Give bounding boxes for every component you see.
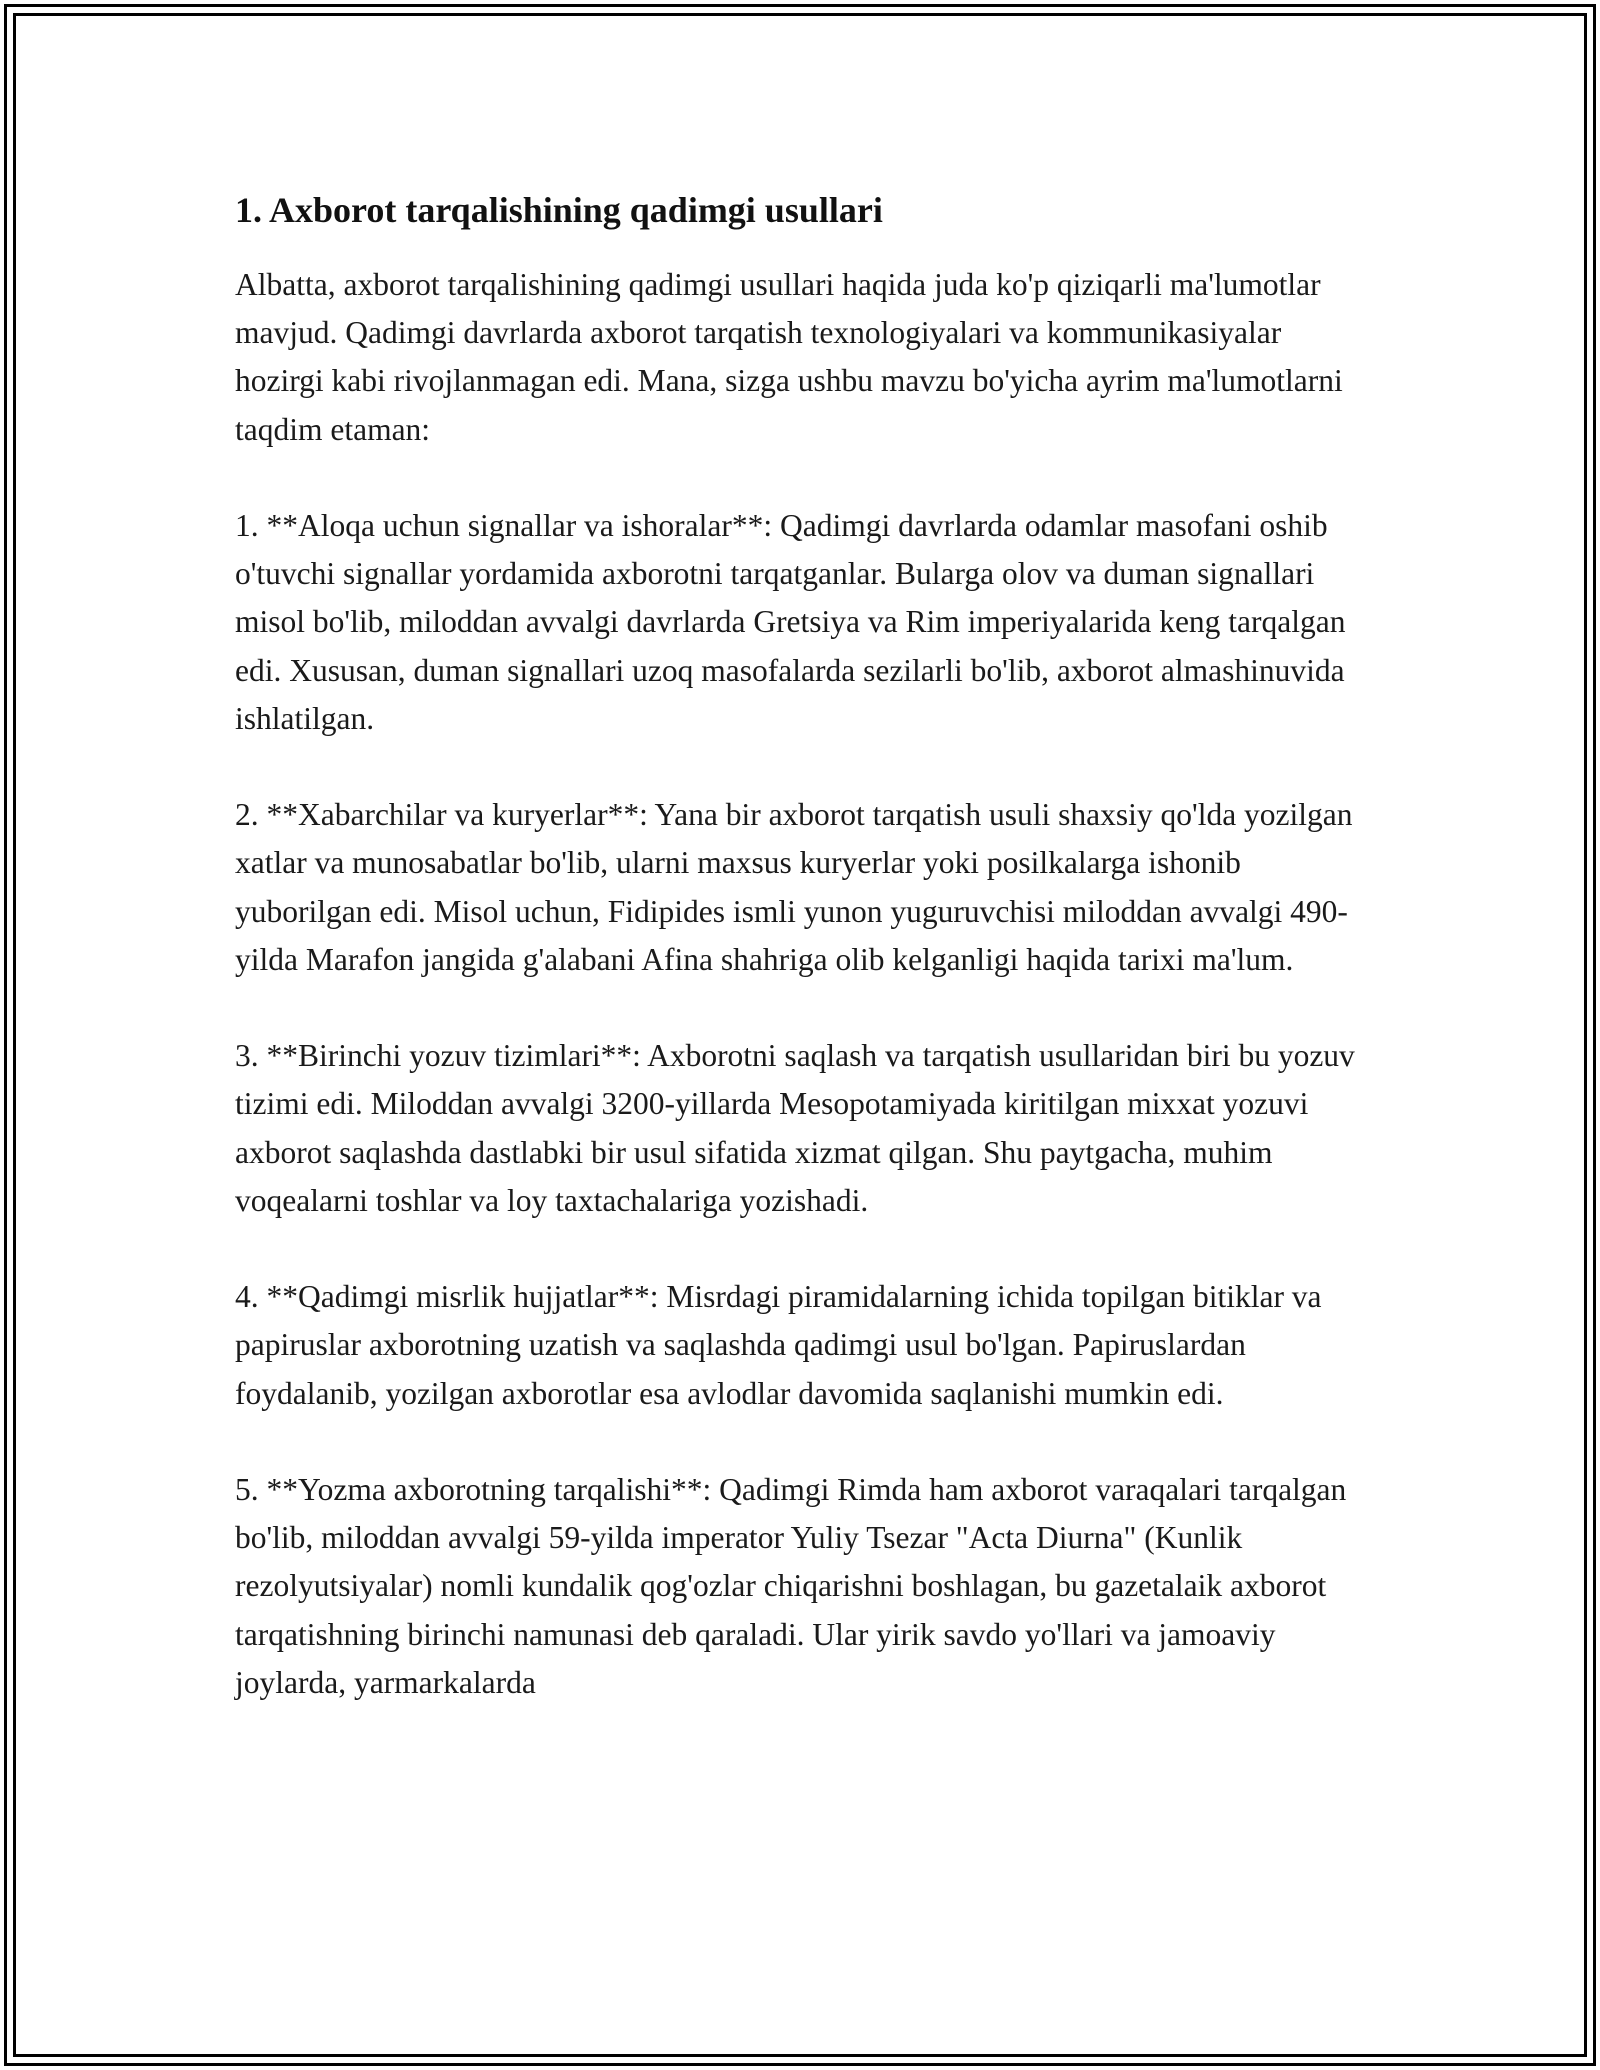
list-item-signals: 1. **Aloqa uchun signallar va ishoralar**: Qadimgi davrlarda odamlar masofani oshib o'tuvchi signallar yordamida axborotni tarqatganlar. Bularga olov va duman signallari misol bo'lib, miloddan avvalgi davrlarda Gretsiya va Rim imperiyalarida keng tarqalgan edi. Xususan, duman signallari uzoq masofalarda sezilarli bo'lib, axborot almashinuvida ishlatilgan.: [235, 508, 1346, 736]
list-item-couriers: 2. **Xabarchilar va kuryerlar**: Yana bir axborot tarqatish usuli shaxsiy qo'lda yozilgan xatlar va munosabatlar bo'lib, ularni maxsus kuryerlar yoki posilkalarga ishonib yuborilgan edi. Misol uchun, Fidipides ismli yunon yuguruvchisi miloddan avvalgi 490-yilda Marafon jangida g'alabani Afina shahriga olib kelganligi haqida tarixi ma'lum.: [235, 797, 1353, 977]
list-item-written-information: 5. **Yozma axborotning tarqalishi**: Qadimgi Rimda ham axborot varaqalari tarqalgan bo'lib, miloddan avvalgi 59-yilda imperator Yuliy Tsezar "Acta Diurna" (Kunlik rezolyutsiyalar) nomli kundalik qog'ozlar chiqarishni boshlagan, bu gazetalaik axborot tarqatishning birinchi namunasi deb qaraladi. Ular yirik savdo yo'llari va jamoaviy joylarda, yarmarkalarda: [235, 1472, 1347, 1700]
document-body: [235, 186, 1375, 1755]
section-heading: 1. Axborot tarqalishining qadimgi usullari: [235, 190, 883, 230]
list-item-egyptian-documents: 4. **Qadimgi misrlik hujjatlar**: Misrdagi piramidalarning ichida topilgan bitiklar va papiruslar axborotning uzatish va saqlashda qadimgi usul bo'lgan. Papiruslardan foydalanib, yozilgan axborotlar esa avlodlar davomida saqlanishi mumkin edi.: [235, 1279, 1322, 1411]
intro-paragraph: Albatta, axborot tarqalishining qadimgi usullari haqida juda ko'p qiziqarli ma'lumotlar mavjud. Qadimgi davrlarda axborot tarqatish texnologiyalari va kommunikasiyalar hozirgi kabi rivojlanmagan edi. Mana, sizga ushbu mavzu bo'yicha ayrim ma'lumotlarni taqdim etaman:: [235, 267, 1343, 447]
list-item-writing-systems: 3. **Birinchi yozuv tizimlari**: Axborotni saqlash va tarqatish usullaridan biri bu yozuv tizimi edi. Miloddan avvalgi 3200-yillarda Mesopotamiyada kiritilgan mixxat yozuvi axborot saqlashda dastlabki bir usul sifatida xizmat qilgan. Shu paytgacha, muhim voqealarni toshlar va loy taxtachalariga yozishadi.: [235, 1038, 1355, 1218]
